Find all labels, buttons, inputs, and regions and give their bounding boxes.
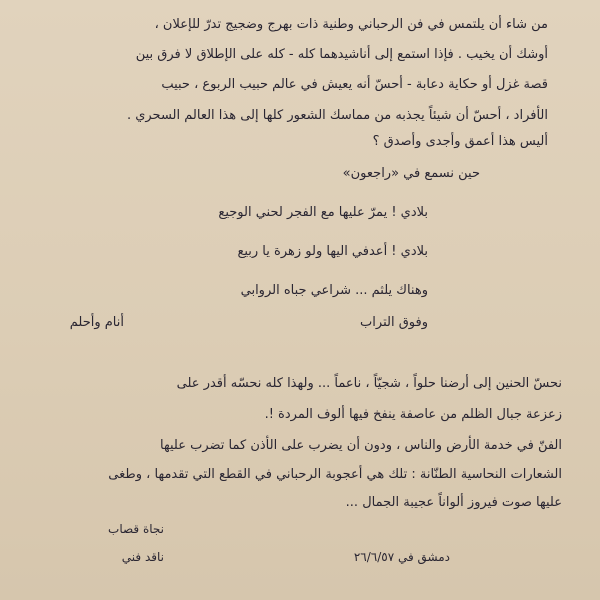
paragraph-1-line-4: الأفراد ، أحسّ أن شيئاً يجذبه من مماسك الشعور كلها إلى هذا العالم السحري . (126, 108, 548, 123)
paragraph-1-line-5: أليس هذا أعمق وأجدى وأصدق ؟ (372, 134, 548, 149)
paragraph-2-line-4: الشعارات النحاسية الطنّانة : تلك هي أعجوبة الرحباني في القطع التي تقدمها ، وطغى (108, 467, 562, 482)
verse-line-1: بلادي ! يمرّ عليها مع الفجر لحني الوجيع (218, 205, 428, 220)
paragraph-1-line-1: من شاء أن يلتمس في فن الرحباني وطنية ذات بهرج وضجيج تدرّ للإعلان ، (154, 17, 548, 32)
verse-line-3: وهناك يلثم ... شراعي جباه الروابي (240, 283, 428, 298)
verse-intro: حين نسمع في «راجعون» (342, 166, 480, 181)
paragraph-2-line-1: نحسّ الحنين إلى أرضنا حلواً ، شجيّاً ، ناعماً ... ولهذا كله نحسّه أقدر على (176, 376, 562, 391)
paragraph-2-line-2: زعزعة جبال الظلم من عاصفة ينفخ فيها ألوف المردة !. (264, 407, 562, 422)
verse-side-note: أنام وأحلم (69, 315, 124, 330)
paragraph-1-line-3: قصة غزل أو حكاية دعابة - أحسّ أنه يعيش في عالم حبيب الربوع ، حبيب (161, 77, 548, 92)
signature-title: ناقد فني (121, 550, 164, 564)
verse-line-2: بلادي ! أعدفي اليها ولو زهرة يا ربيع (237, 244, 428, 259)
place-and-date: دمشق في ٢٦/٦/٥٧ (353, 550, 450, 564)
paragraph-2-line-5: عليها صوت فيروز ألواناً عجيبة الجمال ... (345, 495, 562, 510)
signature-name: نجاة قصاب (108, 522, 164, 536)
paragraph-1-line-2: أوشك أن يخيب . فإذا استمع إلى أناشيدهما كله - كله على الإطلاق لا فرق بين (135, 47, 548, 62)
paragraph-2-line-3: الفنّ في خدمة الأرض والناس ، ودون أن يضرب على الأذن كما تضرب عليها (160, 438, 562, 453)
verse-line-4: وفوق التراب (360, 315, 428, 330)
